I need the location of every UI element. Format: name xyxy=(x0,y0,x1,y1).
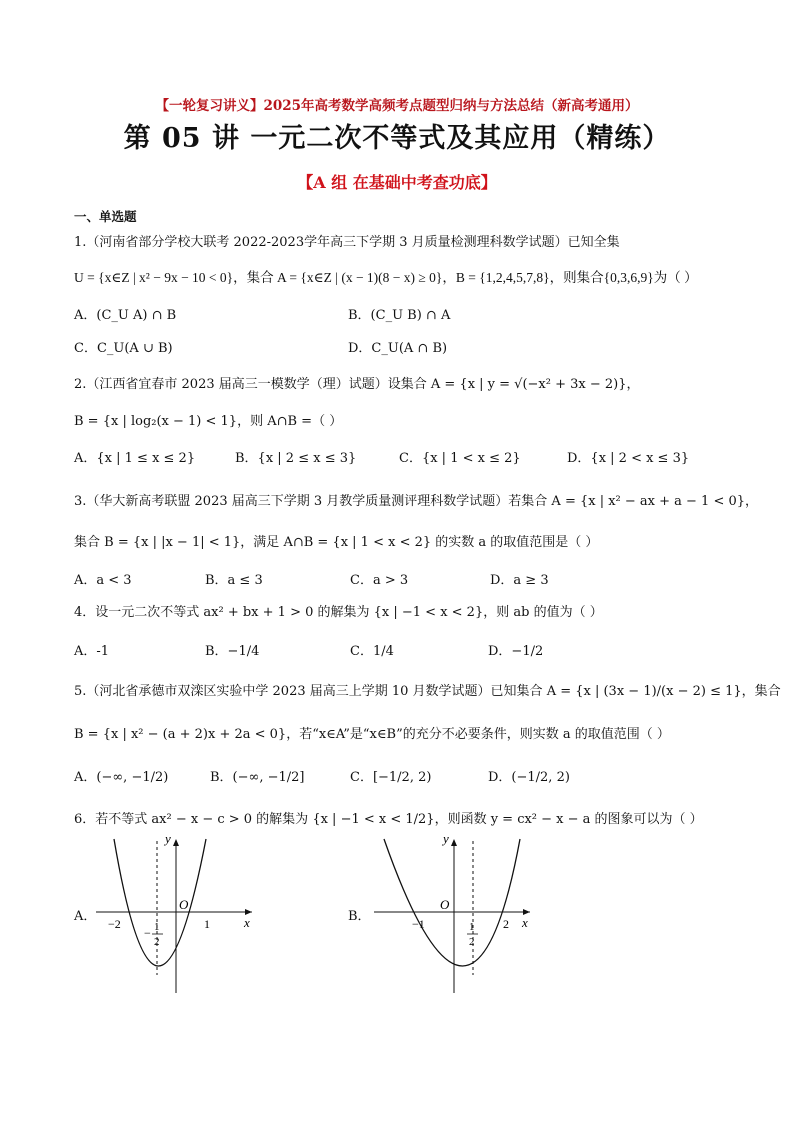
graph-a-tick-minus: − xyxy=(144,926,151,940)
question-4-option-d: D．−1/2 xyxy=(488,644,544,659)
question-3-option-a: A．a < 3 xyxy=(74,573,132,588)
graph-a-parabola xyxy=(114,839,206,966)
question-2-option-c: C．{x | 1 < x ≤ 2} xyxy=(399,451,521,466)
graph-a-x-label: x xyxy=(244,915,250,930)
question-5-option-a: A．(−∞, −1/2) xyxy=(74,770,169,785)
graph-b-y-label: y xyxy=(443,835,449,846)
question-5-option-b: B．(−∞, −1/2] xyxy=(210,770,305,785)
graph-b-x-label: x xyxy=(522,915,528,930)
question-3-stem-math: 集合 B = {x | |x − 1| < 1}，满足 A∩B = {x | 1 < x < 2} 的实数 a 的取值范围是（ ） xyxy=(74,535,599,550)
question-6-stem: 6．若不等式 ax² − x − c > 0 的解集为 {x | −1 < x < 1/2}，则函数 y = cx² − x − a 的图象可以为（ ） xyxy=(74,812,703,827)
graph-a-y-label: y xyxy=(165,835,171,846)
graph-a-tick-half-den: 2 xyxy=(154,936,160,948)
question-4-stem: 4．设一元二次不等式 ax² + bx + 1 > 0 的解集为 {x | −1 < x < 2}，则 ab 的值为（ ） xyxy=(74,605,603,620)
question-6-option-a: A． xyxy=(74,909,97,924)
question-1-option-d: D．C_U(A ∩ B) xyxy=(348,341,448,356)
section-heading: 一、单选题 xyxy=(74,209,137,224)
group-heading: 【A 组 在基础中考查功底】 xyxy=(297,173,497,192)
question-3-option-c: C．a > 3 xyxy=(350,573,409,588)
graph-b-y-arrow xyxy=(451,839,457,846)
graph-a-y-arrow xyxy=(173,839,179,846)
question-1-option-b: B．(C_U B) ∩ A xyxy=(348,308,451,323)
question-2-stem-math: B = {x | log₂(x − 1) < 1}，则 A∩B =（ ） xyxy=(74,414,343,429)
graph-b-tick-half-num: 1 xyxy=(469,921,475,933)
question-1-option-c: C．C_U(A ∪ B) xyxy=(74,341,173,356)
question-1-option-a: A．(C_U A) ∩ B xyxy=(74,308,177,323)
graph-a-tick-neg2: −2 xyxy=(108,917,121,931)
graph-a-diagram xyxy=(92,835,262,995)
question-4-option-a: A．-1 xyxy=(74,644,110,659)
graph-a-origin-label: O xyxy=(179,897,189,912)
graph-b-tick-half-den: 2 xyxy=(469,936,475,948)
question-3-stem: 3.（华大新高考联盟 2023 届高三下学期 3 月教学质量测评理科数学试题）若集合 A = {x | x² − ax + a − 1 < 0}， xyxy=(74,494,759,509)
question-4-option-b: B．−1/4 xyxy=(205,644,260,659)
graph-b-parabola xyxy=(384,839,520,966)
graph-b-tick-2: 2 xyxy=(503,917,509,931)
question-2-option-b: B．{x | 2 ≤ x ≤ 3} xyxy=(235,451,357,466)
question-2-stem: 2.（江西省宜春市 2023 届高三一模数学（理）试题）设集合 A = {x | y = √(−x² + 3x − 2)}， xyxy=(74,377,640,392)
question-2-option-d: D．{x | 2 < x ≤ 3} xyxy=(567,451,690,466)
question-5-stem: 5.（河北省承德市双滦区实验中学 2023 届高三上学期 10 月数学试题）已知集合 A = {x | (3x − 1)/(x − 2) ≤ 1}，集合 xyxy=(74,684,781,699)
series-header: 【一轮复习讲义】2025年高考数学高频考点题型归纳与方法总结（新高考通用） xyxy=(155,98,639,114)
question-1-stem: 1.（河南省部分学校大联考 2022-2023学年高三下学期 3 月质量检测理科数学试题）已知全集 xyxy=(74,235,620,250)
page-title: 第 05 讲 一元二次不等式及其应用（精练） xyxy=(123,123,671,154)
question-2-option-a: A．{x | 1 ≤ x ≤ 2} xyxy=(74,451,196,466)
graph-a-tick-1: 1 xyxy=(204,917,210,931)
graph-b-origin-label: O xyxy=(440,897,450,912)
question-1-stem-math: U = {x∈Z | x² − 9x − 10 < 0}，集合 A = {x∈Z | (x − 1)(8 − x) ≥ 0}，B = {1,2,4,5,7,8}，则集合{0,3,6,9}为（ ） xyxy=(74,270,698,285)
question-3-option-d: D．a ≥ 3 xyxy=(490,573,549,588)
question-5-option-d: D．(−1/2, 2) xyxy=(488,770,570,785)
question-5-option-c: C．[−1/2, 2) xyxy=(350,770,432,785)
graph-b-tick-neg1: −1 xyxy=(412,917,425,931)
graph-b-diagram xyxy=(370,835,540,995)
question-5-stem-math: B = {x | x² − (a + 2)x + 2a < 0}，若“x∈A”是“x∈B”的充分不必要条件，则实数 a 的取值范围（ ） xyxy=(74,727,670,742)
question-4-option-c: C．1/4 xyxy=(350,644,394,659)
graph-a-tick-half-num: 1 xyxy=(154,921,160,933)
question-6-option-b: B． xyxy=(348,909,371,924)
question-3-option-b: B．a ≤ 3 xyxy=(205,573,263,588)
